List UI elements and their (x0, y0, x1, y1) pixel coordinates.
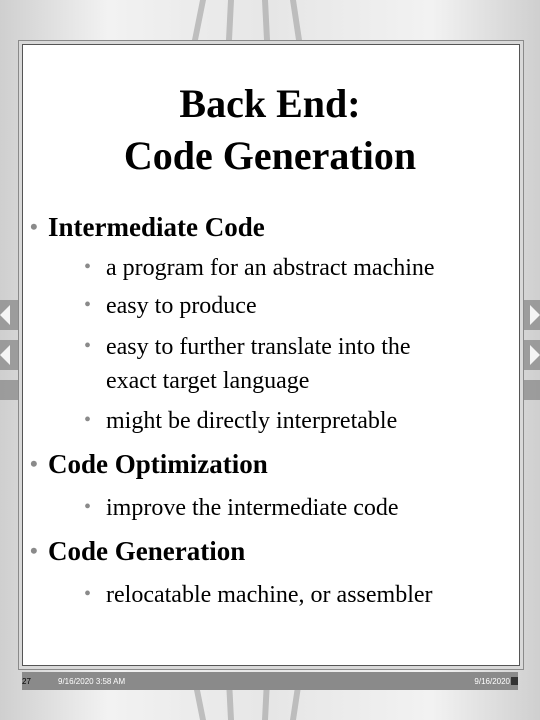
sub-bullet (84, 494, 399, 522)
sub-bullet (84, 292, 257, 320)
footer-date-left: 9/16/2020 3:58 AM (58, 677, 126, 686)
sub-bullet-text: relocatable machine, or assembler (106, 582, 433, 608)
sub-bullet (84, 333, 411, 361)
bullet-icon: • (84, 409, 92, 431)
bullet-intermediate-code (30, 211, 265, 243)
sub-bullet-text: exact target language (106, 368, 310, 394)
bullet-icon: • (30, 214, 38, 239)
footer-square-icon (511, 677, 518, 685)
sub-bullet-text: easy to produce (106, 293, 257, 319)
bullet-code-optimization (30, 448, 268, 480)
bullet-heading: Code Optimization (48, 449, 268, 479)
sub-bullet (84, 581, 433, 609)
bullet-icon: • (30, 538, 38, 563)
sub-bullet-text: might be directly interpretable (106, 408, 398, 434)
sub-bullet (84, 254, 435, 282)
bullet-heading: Intermediate Code (48, 212, 265, 242)
bullet-heading: Code Generation (48, 536, 246, 566)
bullet-icon: • (30, 451, 38, 476)
slide-title-line2: Code Generation (123, 133, 417, 178)
bullet-icon: • (84, 256, 92, 278)
bullet-icon: • (84, 496, 92, 518)
slide-number: 27 (22, 677, 31, 686)
footer-date-right: 9/16/2020 (474, 677, 510, 686)
bullet-code-generation (30, 535, 246, 567)
bullet-icon: • (84, 583, 92, 605)
sub-bullet-text: improve the intermediate code (106, 495, 399, 521)
bullet-icon: • (84, 335, 92, 357)
sub-bullet-continuation (106, 367, 309, 395)
bullet-icon: • (84, 294, 92, 316)
sub-bullet (84, 407, 398, 435)
slide-title-line1: Back End: (179, 81, 361, 126)
sub-bullet-text: easy to further translate into the (106, 334, 411, 360)
sub-bullet-text: a program for an abstract machine (106, 255, 435, 281)
